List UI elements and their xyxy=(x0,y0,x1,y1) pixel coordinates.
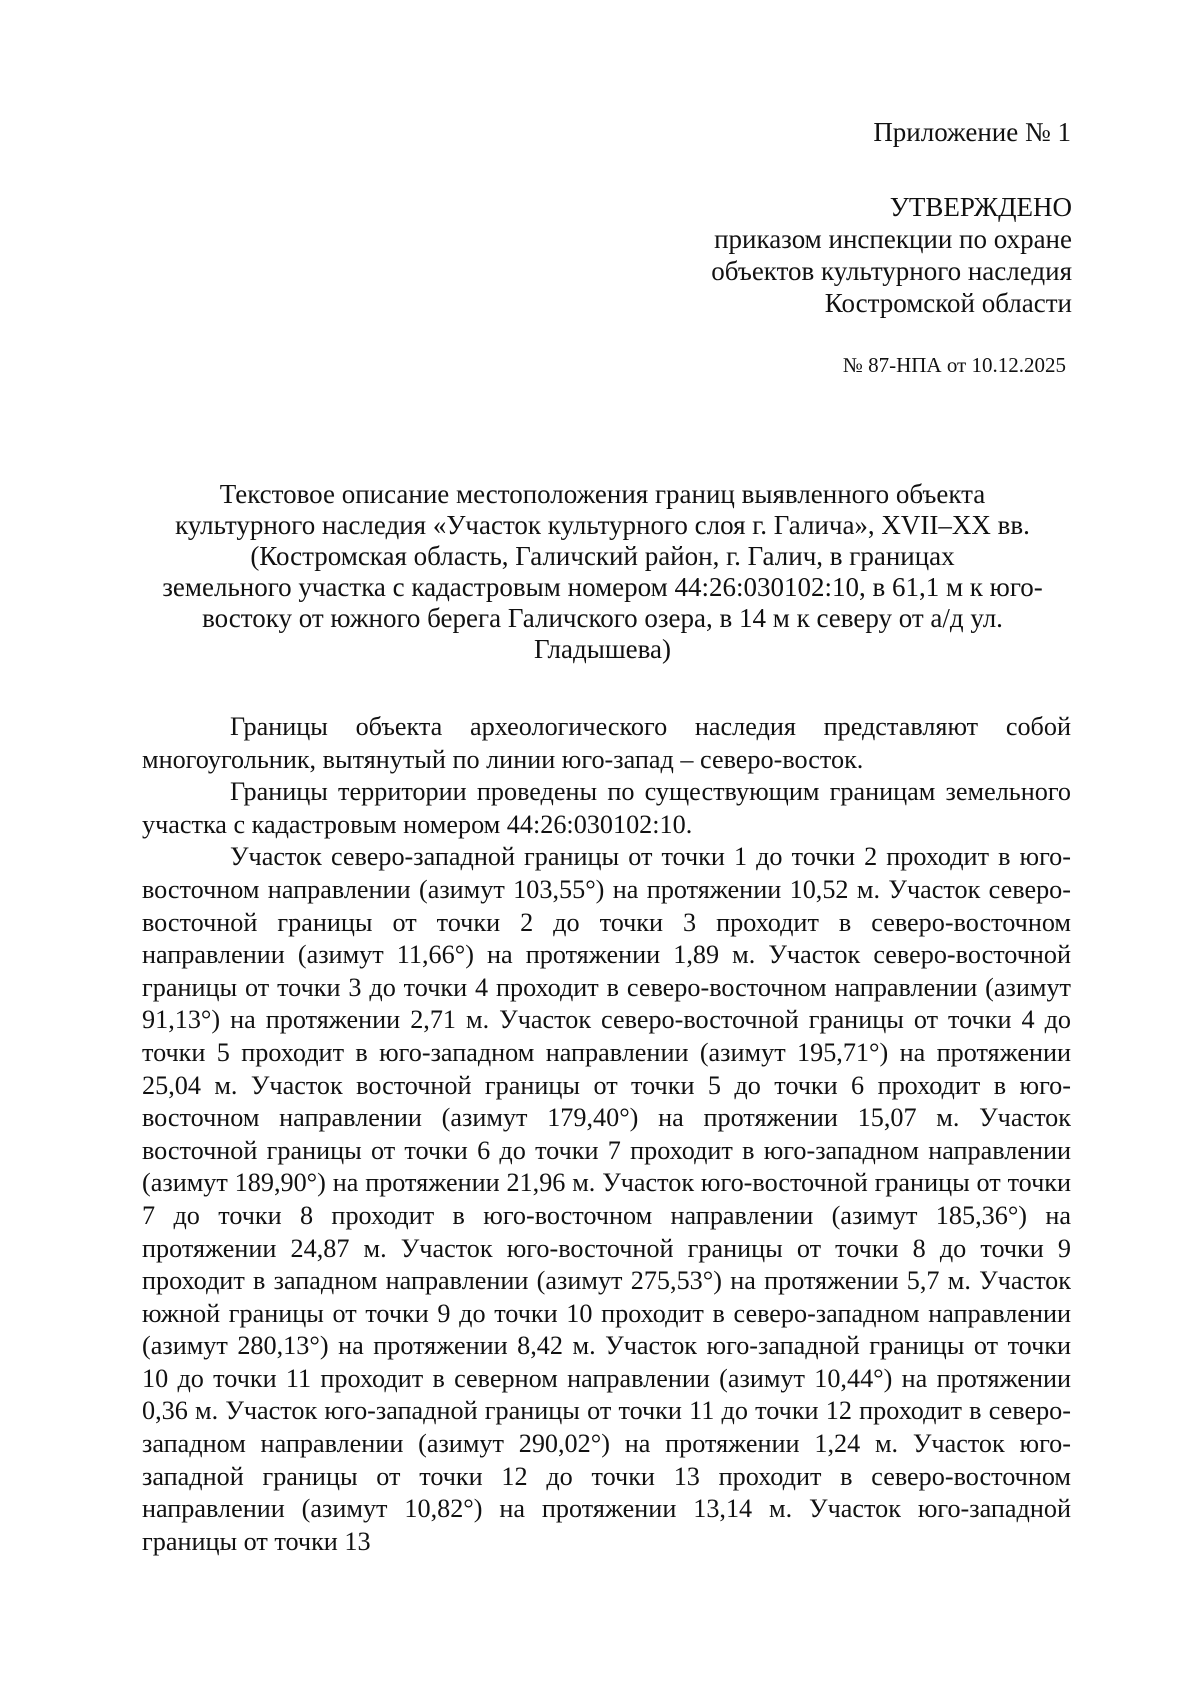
approval-stamp-block xyxy=(711,191,1072,319)
title-line: земельного участка с кадастровым номером 44:26:030102:10, в 61,1 м к юго- xyxy=(162,572,1043,602)
approved-heading: УТВЕРЖДЕНО xyxy=(889,192,1072,222)
appendix-label: Приложение № 1 xyxy=(873,117,1071,147)
title-line: востоку от южного берега Галичского озера, в 14 м к северу от а/д ул. xyxy=(202,603,1003,633)
approval-line: объектов культурного наследия xyxy=(711,256,1072,286)
document-title xyxy=(130,479,1075,665)
title-line: Гладышева) xyxy=(533,634,672,664)
approval-line: приказом инспекции по охране xyxy=(714,224,1072,254)
body-paragraph: Участок северо-западной границы от точки 1 до точки 2 проходит в юго-восточном направлении (азимут 103,55°) на протяжении 10,52 м. Участок северо-восточной границы от точки 2 до точки 3 проходит в северо-восточном направлении (азимут 11,66°) на протяжении 1,89 м. Участок северо-восточной границы от точки 3 до точки 4 проходит в северо-восточном направлении (азимут 91,13°) на протяжении 2,71 м. Участок северо-восточной границы от точки 4 до точки 5 проходит в юго-западном направлении (азимут 195,71°) на протяжении 25,04 м. Участок восточной границы от точки 5 до точки 6 проходит в юго-восточном направлении (азимут 179,40°) на протяжении 15,07 м. Участок восточной границы от точки 6 до точки 7 проходит в юго-западном направлении (азимут 189,90°) на протяжении 21,96 м. Участок юго-восточной границы от точки 7 до точки 8 проходит в юго-восточном направлении (азимут 185,36°) на протяжении 24,87 м. Участок юго-восточной границы от точки 8 до точки 9 проходит в западном направлении (азимут 275,53°) на протяжении 5,7 м. Участок южной границы от точки 9 до точки 10 проходит в северо-западном направлении (азимут 280,13°) на протяжении 8,42 м. Участок юго-западной границы от точки 10 до точки 11 проходит в северном направлении (азимут 10,44°) на протяжении 0,36 м. Участок юго-западной границы от точки 11 до точки 12 проходит в северо-западном направлении (азимут 290,02°) на протяжении 1,24 м. Участок юго-западной границы от точки 12 до точки 13 проходит в северо-восточном направлении (азимут 10,82°) на протяжении 13,14 м. Участок юго-западной границы от точки 13 xyxy=(142,842,1071,1556)
title-line: (Костромская область, Галичский район, г. Галич, в границах xyxy=(250,541,955,571)
approval-line: Костромской области xyxy=(824,288,1072,318)
title-line: Текстовое описание местоположения границ выявленного объекта xyxy=(219,479,986,509)
body-paragraph: Границы территории проведены по существующим границам земельного участка с кадастровым номером 44:26:030102:10. xyxy=(142,777,1071,839)
document-body xyxy=(142,711,1071,1558)
title-line: культурного наследия «Участок культурного слоя г. Галича», XVII–XX вв. xyxy=(175,510,1030,540)
body-paragraph: Границы объекта археологического наследия представляют собой многоугольник, вытянутый по линии юго-запад – северо-восток. xyxy=(142,712,1071,774)
order-number: № 87-НПА от 10.12.2025 xyxy=(842,353,1066,377)
